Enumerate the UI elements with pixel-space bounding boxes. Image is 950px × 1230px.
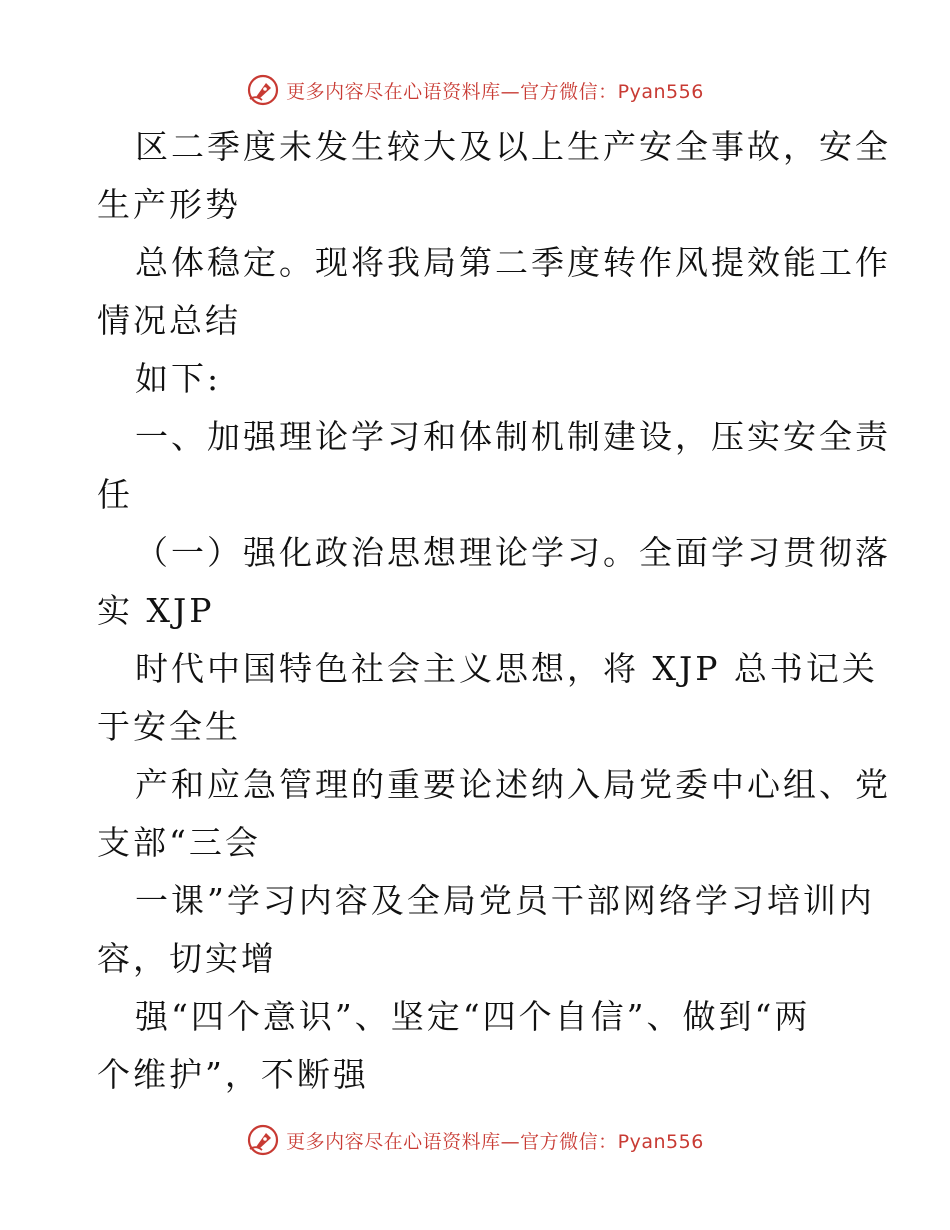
footer-watermark-text: 更多内容尽在心语资料库—官方微信：Pyan556: [286, 1130, 704, 1153]
document-body: [97, 118, 891, 1104]
body-line: 个维护”，不断强: [97, 1055, 369, 1094]
footer-watermark: [0, 1120, 950, 1160]
body-line: 总体稳定。现将我局第二季度转作风提效能工作: [135, 243, 891, 282]
body-line: 产和应急管理的重要论述纳入局党委中心组、党: [135, 765, 891, 804]
body-line: 容，切实增: [97, 939, 277, 978]
subsection-heading: （一）强化政治思想理论学习。全面学习贯彻落: [135, 533, 891, 572]
body-line: 于安全生: [97, 707, 241, 746]
header-watermark: [0, 70, 950, 110]
pen-nib-logo-icon: [246, 73, 280, 107]
body-line: 实 XJP: [97, 591, 215, 630]
pen-nib-logo-icon: [246, 1123, 280, 1157]
body-line: 区二季度未发生较大及以上生产安全事故，安全: [135, 127, 891, 166]
body-line: 情况总结: [97, 301, 241, 340]
body-line: 强“四个意识”、坚定“四个自信”、做到“两: [135, 997, 811, 1036]
body-line: 支部“三会: [97, 823, 261, 862]
body-line: 一课”学习内容及全局党员干部网络学习培训内: [135, 881, 875, 920]
section-heading-cont: 任: [97, 475, 133, 514]
body-line: 时代中国特色社会主义思想，将 XJP 总书记关: [135, 649, 878, 688]
body-line: 生产形势: [97, 185, 241, 224]
section-heading: 一、加强理论学习和体制机制建设，压实安全责: [135, 417, 891, 456]
header-watermark-text: 更多内容尽在心语资料库—官方微信：Pyan556: [286, 80, 704, 103]
body-line: 如下:: [135, 359, 222, 398]
